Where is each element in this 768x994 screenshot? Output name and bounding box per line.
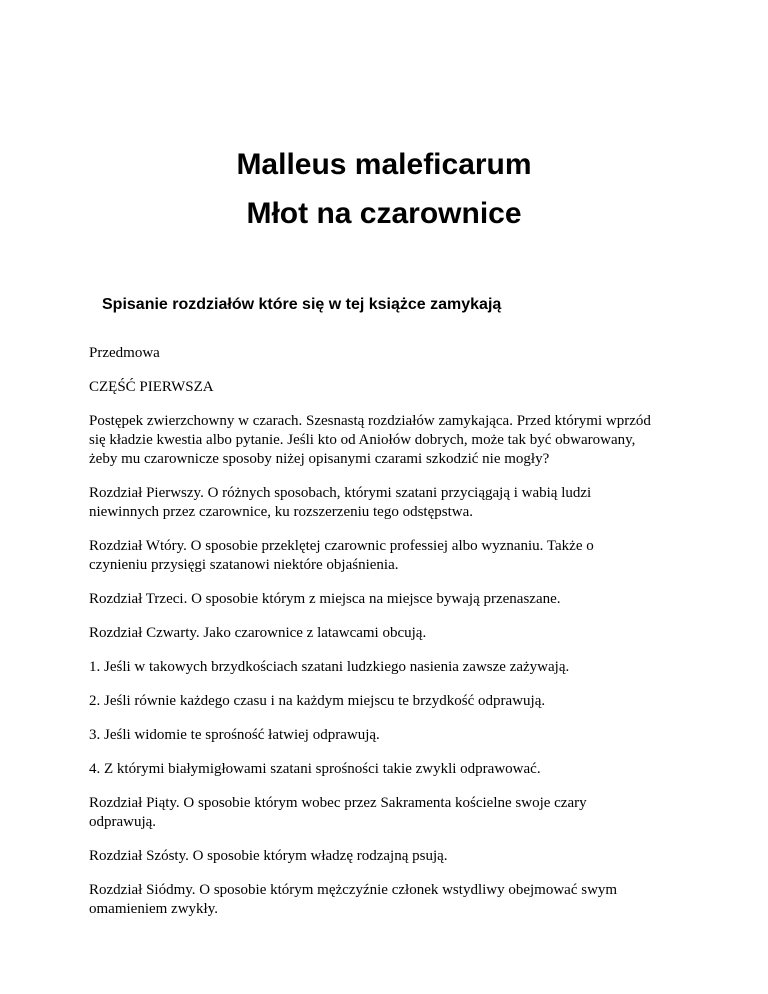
text-line: żeby mu czarownicze sposoby niżej opisanymi czarami szkodzić nie mogły? [89,451,550,467]
toc-entry-chapter-6 [89,847,689,866]
toc-subentry-4 [89,760,689,779]
toc-entry-chapter-7 [89,881,689,919]
text-line: Rozdział Szósty. O sposobie którym władzę rodzajną psują. [89,848,448,864]
text-line: Rozdział Piąty. O sposobie którym wobec przez Sakramenta kościelne swoje czary [89,795,587,811]
text-line: Rozdział Siódmy. O sposobie którym mężczyźnie członek wstydliwy obejmować swym [89,882,618,898]
toc-entry-chapter-1 [89,484,689,522]
toc-heading: Spisanie rozdziałów które się w tej książce zamykają [102,296,502,313]
toc-entry-preface [89,344,689,363]
document-subtitle: Młot na czarownice [246,197,522,230]
text-line: się kładzie kwestia albo pytanie. Jeśli kto od Aniołów dobrych, może tak być obwarowany, [89,432,636,448]
text-line: czynieniu przysięgi szatanowi niektóre objaśnienia. [89,557,399,573]
text-line: omamieniem zwykły. [89,901,218,917]
text-line: Przedmowa [89,345,160,361]
toc-entry-chapter-4 [89,624,689,643]
toc-subentry-3 [89,726,689,745]
toc-entry-chapter-5 [89,794,689,832]
text-line: CZĘŚĆ PIERWSZA [89,379,214,395]
text-line: 3. Jeśli widomie te sprośność łatwiej odprawują. [89,727,380,743]
text-line: 2. Jeśli równie każdego czasu i na każdym miejscu te brzydkość odprawują. [89,693,546,709]
toc-subentry-1 [89,658,689,677]
text-line: Postępek zwierzchowny w czarach. Szesnastą rozdziałów zamykająca. Przed którymi wprzód [89,413,651,429]
text-line: niewinnych przez czarownice, ku rozszerzeniu tego odstępstwa. [89,504,474,520]
text-line: 1. Jeśli w takowych brzydkościach szatani ludzkiego nasienia zawsze zażywają. [89,659,570,675]
text-line: Rozdział Czwarty. Jako czarownice z latawcami obcują. [89,625,427,641]
text-line: 4. Z którymi białymigłowami szatani sprośności takie zwykli odprawować. [89,761,541,777]
document-title: Malleus maleficarum [236,148,532,181]
text-line: Rozdział Pierwszy. O różnych sposobach, którymi szatani przyciągają i wabią ludzi [89,485,592,501]
text-line: odprawują. [89,814,157,830]
toc-entry-chapter-3 [89,590,689,609]
text-line: Rozdział Trzeci. O sposobie którym z miejsca na miejsce bywają przenaszane. [89,591,561,607]
text-line: Rozdział Wtóry. O sposobie przeklętej czarownic professiej albo wyznaniu. Także o [89,538,594,554]
toc-entry-chapter-2 [89,537,689,575]
toc-subentry-2 [89,692,689,711]
toc-entry-introduction [89,412,689,469]
toc-entry-part-one [89,378,689,397]
